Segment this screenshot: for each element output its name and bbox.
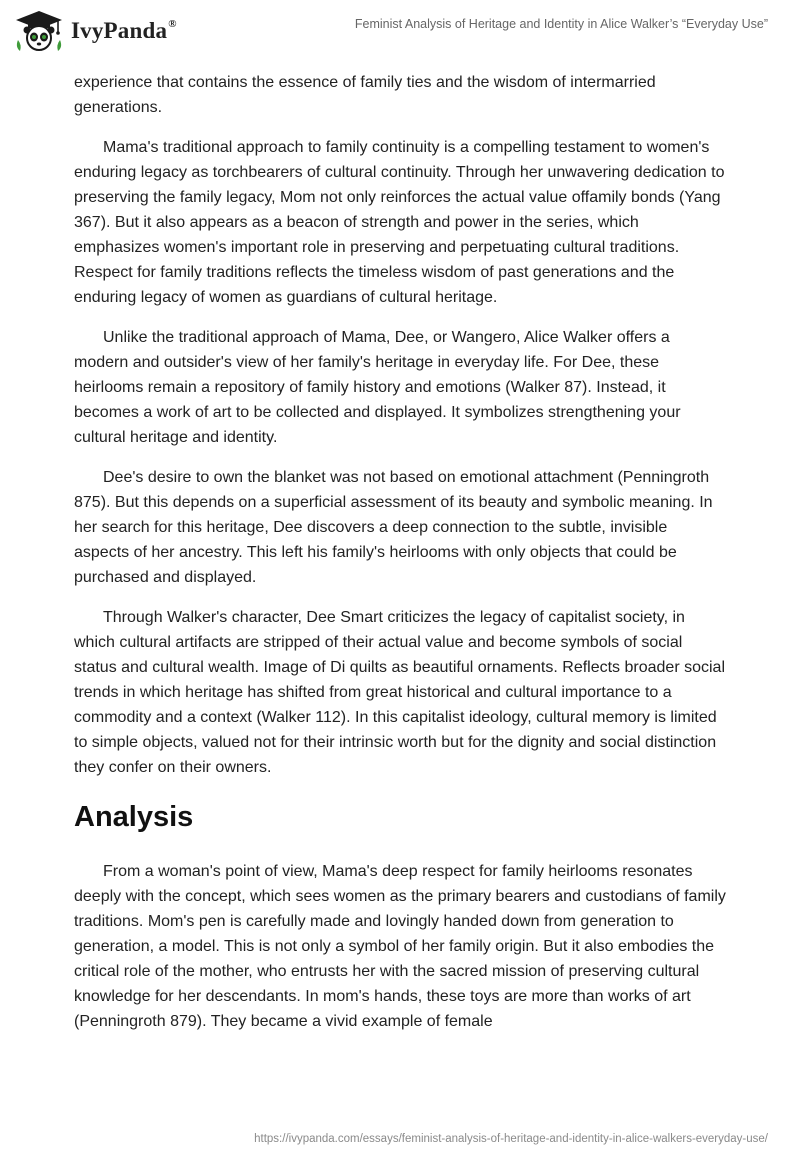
paragraph-continued: experience that contains the essence of family ties and the wisdom of intermarried generations.	[74, 74, 656, 116]
paragraph: Mama's traditional approach to family continuity is a compelling testament to women's enduring legacy as torchbearers of cultural continuity. Through her unwavering dedication to preserving the family legacy, Mom not only reinforces the actual value offamily bonds (Yang 367). But it also appears as a beacon of strength and power in the series, which emphasizes women's important role in preserving and perpetuating cultural traditions. Respect for family traditions reflects the timeless wisdom of past generations and the enduring legacy of women as guardians of cultural heritage.	[74, 139, 725, 306]
paragraph: Dee's desire to own the blanket was not based on emotional attachment (Penningroth 875). But this depends on a superficial assessment of its beauty and symbolic meaning. In her search for this heritage, Dee discovers a deep connection to the subtle, invisible aspects of her ancestry. This left his family's heirlooms with only objects that could be purchased and displayed.	[74, 469, 713, 586]
running-title: Feminist Analysis of Heritage and Identity in Alice Walker’s “Everyday Use”	[354, 17, 768, 31]
panda-graduation-cap-icon	[14, 10, 64, 52]
brand-name: IvyPanda®	[71, 18, 177, 43]
section-heading: Analysis	[74, 801, 194, 833]
essay-body	[74, 70, 726, 1049]
paragraph: Unlike the traditional approach of Mama, Dee, or Wangero, Alice Walker offers a modern and outsider's view of her family's heritage in everyday life. For Dee, these heirlooms remain a repository of family history and emotions (Walker 87). Instead, it becomes a work of art to be collected and displayed. It symbolizes strengthening your cultural heritage and identity.	[74, 329, 681, 446]
paragraph: Through Walker's character, Dee Smart criticizes the legacy of capitalist society, in which cultural artifacts are stripped of their actual value and become symbols of social status and cultural wealth. Image of Di quilts as beautiful ornaments. Reflects broader social trends in which heritage has shifted from great historical and cultural importance to a commodity and a context (Walker 112). In this capitalist ideology, cultural memory is limited to simple objects, valued not for their intrinsic worth but for the dignity and social distinction they confer on their owners.	[74, 609, 725, 776]
paragraph: From a woman's point of view, Mama's deep respect for family heirlooms resonates deeply with the concept, which sees women as the primary bearers and custodians of family traditions. Mom's pen is carefully made and lovingly handed down from generation to generation, a model. This is not only a symbol of her family origin. But it also embodies the critical role of the mother, who entrusts her with the sacred mission of preserving cultural knowledge for her descendants. In mom's hands, these toys are more than works of art (Penningroth 879). They became a vivid example of female	[74, 863, 726, 1030]
brand-logo[interactable]	[14, 10, 177, 52]
source-url-link[interactable]: https://ivypanda.com/essays/feminist-analysis-of-heritage-and-identity-in-alice-walkers-everyday-use/	[254, 1133, 768, 1145]
page-header	[0, 0, 800, 62]
